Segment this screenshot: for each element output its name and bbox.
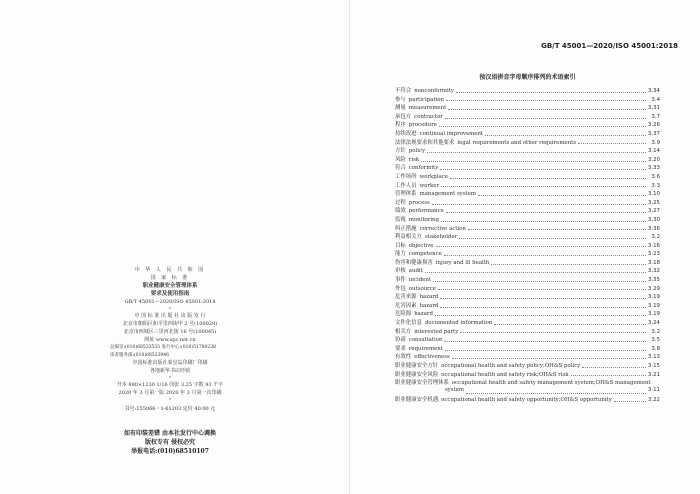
term-english: performance xyxy=(408,208,444,215)
term-chinese: 外包 xyxy=(395,285,406,292)
leader-dots xyxy=(452,354,646,359)
term-english: contractor xyxy=(414,113,443,120)
term-chinese: 有效性 xyxy=(395,354,412,361)
term-chinese: 管理体系 xyxy=(395,191,417,198)
term-english: policy xyxy=(408,148,426,155)
index-entry xyxy=(395,266,660,275)
term-clause-number: 3.18 xyxy=(647,259,660,266)
leader-dots xyxy=(425,268,646,273)
page-gutter xyxy=(349,0,350,494)
colophon-line: 中 华 人 民 共 和 国 xyxy=(134,267,206,273)
index-entry-continuation xyxy=(395,387,660,396)
term-english: workplace xyxy=(419,173,448,180)
leader-dots xyxy=(427,148,646,153)
term-clause-number: 3.4 xyxy=(651,96,660,103)
index-entry xyxy=(395,146,660,155)
leader-dots xyxy=(444,337,646,342)
index-entry xyxy=(395,206,660,215)
index-entry xyxy=(395,189,660,198)
colophon-line: 开本 880×1230 1/16 印张 3.25 字数 93 千字 xyxy=(116,382,224,388)
term-chinese: 职业健康安全风险 xyxy=(395,371,439,378)
colophon-line: 北京市西城区三里河北街 16 号(100045) xyxy=(123,329,217,335)
term-chinese: 协商 xyxy=(395,337,406,344)
colophon-line: 网址 www.spc.net.cn xyxy=(144,337,196,343)
term-english: hazard xyxy=(419,302,439,309)
index-entry xyxy=(395,378,660,387)
term-clause-number: 3.3 xyxy=(651,182,660,189)
term-chinese: 不符合 xyxy=(395,88,412,94)
leader-dots xyxy=(440,165,646,170)
colophon-std-code: GB/T 45001—2020/ISO 45001:2018 xyxy=(124,299,216,305)
leader-dots xyxy=(445,346,646,351)
term-clause-number: 3.10 xyxy=(647,191,660,198)
leader-dots xyxy=(456,88,646,93)
index-entry xyxy=(395,301,660,310)
term-english: occupational health and safety opportunity;OH&S opportunity xyxy=(441,397,612,404)
term-chinese: 伤害和健康损害 xyxy=(395,259,433,266)
term-clause-number: 3.26 xyxy=(647,122,660,129)
term-clause-number: 3.35 xyxy=(647,277,660,284)
index-entry xyxy=(395,318,660,327)
term-english: management system xyxy=(419,191,476,198)
index-entry xyxy=(395,95,660,104)
colophon-line: 国 家 标 准 xyxy=(150,275,190,281)
term-english: requirement xyxy=(408,345,443,352)
term-english: consultation xyxy=(408,337,443,344)
term-clause-number: 3.19 xyxy=(647,311,660,318)
term-index xyxy=(395,86,660,404)
term-chinese: 职业健康安全管理体系 xyxy=(395,380,449,387)
index-entry xyxy=(395,249,660,258)
index-entry xyxy=(395,309,660,318)
index-entry xyxy=(395,224,660,233)
term-clause-number: 3.9 xyxy=(651,139,660,146)
term-english: occupational health and safety policy;OH&S policy xyxy=(441,363,581,369)
colophon-line: 总编室:(010)68533533 发行中心:(010)51780238 xyxy=(110,345,216,350)
index-entry xyxy=(395,352,660,361)
term-chinese: 符合 xyxy=(395,165,406,172)
term-chinese: 危害因素 xyxy=(395,302,417,309)
index-entry xyxy=(395,138,660,147)
standard-code-header: GB/T 45001—2020/ISO 45001:2018 xyxy=(541,42,678,50)
term-chinese: 方针 xyxy=(395,148,406,155)
term-clause-number: 3.36 xyxy=(647,225,660,232)
term-clause-number: 3.33 xyxy=(647,165,660,172)
term-english: injury and ill health xyxy=(435,259,490,266)
index-entry xyxy=(395,327,660,336)
index-entry xyxy=(395,370,660,379)
footer-line: 如有印装差错 由本社发行中心调换 xyxy=(123,430,217,437)
term-clause-number: 3.24 xyxy=(647,320,660,327)
colophon-footer xyxy=(110,429,230,456)
term-chinese: 职业健康安全机遇 xyxy=(395,397,439,404)
leader-dots xyxy=(439,122,646,127)
colophon xyxy=(110,266,230,456)
term-chinese: 事件 xyxy=(395,277,406,284)
term-english: audit xyxy=(408,268,423,275)
term-chinese: 文件化信息 xyxy=(395,320,422,327)
leader-dots xyxy=(444,251,646,256)
term-clause-number: 3.21 xyxy=(647,371,660,378)
term-english: outsource xyxy=(408,285,436,292)
index-entry xyxy=(395,361,660,370)
term-clause-number: 3.14 xyxy=(647,148,660,155)
leader-dots xyxy=(433,277,646,282)
term-clause-number: 3.23 xyxy=(647,251,660,258)
colophon-line: 读者服务部:(010)68523946 xyxy=(110,352,170,358)
index-entry xyxy=(395,155,660,164)
term-chinese: 工作人员 xyxy=(395,182,417,189)
term-english: procedure xyxy=(408,122,437,129)
term-clause-number: 3.13 xyxy=(647,354,660,361)
term-clause-number: 3.20 xyxy=(647,156,660,163)
term-english: risk xyxy=(408,156,420,163)
term-english: conformity xyxy=(408,165,439,172)
leader-dots xyxy=(436,242,646,247)
colophon-separator: * xyxy=(169,306,171,311)
term-chinese: 职业健康安全方针 xyxy=(395,363,439,369)
term-clause-number: 3.29 xyxy=(647,285,660,292)
term-chinese: 参与 xyxy=(395,96,406,103)
term-clause-number: 3.6 xyxy=(651,173,660,180)
term-clause-number: 3.11 xyxy=(647,386,660,393)
term-chinese: 绩效 xyxy=(395,208,406,215)
term-english: continual improvement xyxy=(419,130,484,137)
colophon-separator: * xyxy=(169,397,171,402)
colophon-subtitle: 要求及使用指南 xyxy=(150,291,190,297)
leader-dots xyxy=(494,320,646,325)
term-chinese: 能力 xyxy=(395,251,406,258)
term-chinese: 相关方 xyxy=(395,328,412,335)
term-clause-number: 3.2 xyxy=(651,234,660,241)
term-clause-number: 3.16 xyxy=(647,242,660,249)
index-entry xyxy=(395,120,660,129)
colophon-separator: * xyxy=(169,375,171,380)
index-entry xyxy=(395,258,660,267)
colophon-line: 中 国 标 准 出 版 社 出 版 发 行 xyxy=(134,313,206,319)
term-chinese: 程序 xyxy=(395,122,406,129)
term-clause-number: 3.2 xyxy=(651,328,660,335)
leader-dots xyxy=(421,157,646,162)
term-chinese: 监视 xyxy=(395,216,406,223)
term-english: interested party xyxy=(414,328,459,335)
term-clause-number: 3.31 xyxy=(647,105,660,112)
colophon-line: 各地新华书店经销 xyxy=(149,368,190,374)
term-chinese: 利益相关方 xyxy=(395,234,422,241)
term-english: occupational health and safety risk;OH&S risk xyxy=(441,371,569,378)
term-clause-number: 3.19 xyxy=(647,294,660,301)
term-english: participation xyxy=(408,96,444,103)
term-clause-number: 3.32 xyxy=(647,268,660,275)
term-chinese: 纠正措施 xyxy=(395,225,417,232)
index-entry xyxy=(395,344,660,353)
term-chinese: 测量 xyxy=(395,105,406,112)
term-english: process xyxy=(408,199,430,206)
term-clause-number: 3.8 xyxy=(651,345,660,352)
colophon-line: 北京市朝阳区和平里西街甲 2 号(100029) xyxy=(122,321,218,327)
colophon-isbn-price: 书号:155066・1-61203 定价 40.00 元 xyxy=(124,406,216,412)
term-english: competence xyxy=(408,251,442,258)
leader-dots xyxy=(485,131,646,136)
term-chinese: 法律法规要求和其他要求 xyxy=(395,139,455,146)
index-entry xyxy=(395,112,660,121)
term-english: stakeholder xyxy=(424,234,458,241)
term-chinese: 要求 xyxy=(395,345,406,352)
leader-dots xyxy=(468,225,646,230)
index-entry xyxy=(395,172,660,181)
index-entry xyxy=(395,292,660,301)
leader-dots xyxy=(441,217,646,222)
leader-dots xyxy=(438,285,646,290)
term-chinese: 持续改进 xyxy=(395,130,417,137)
leader-dots xyxy=(450,174,646,179)
term-english: measurement xyxy=(408,105,447,112)
footer-line: 举报电话:(010)68510107 xyxy=(131,448,209,455)
term-english: objective xyxy=(408,242,434,249)
index-entry xyxy=(395,163,660,172)
footer-line: 版权专有 侵权必究 xyxy=(144,439,196,446)
leader-dots xyxy=(460,328,646,333)
term-chinese: 工作场所 xyxy=(395,173,417,180)
leader-dots xyxy=(614,397,646,402)
index-entry xyxy=(395,284,660,293)
term-english: effectiveness xyxy=(414,354,450,361)
term-chinese: 目标 xyxy=(395,242,406,249)
colophon-line: 2020 年 3 月第一版 2020 年 3 月第一次印刷 xyxy=(118,390,222,396)
leader-dots xyxy=(440,294,646,299)
index-entry xyxy=(395,198,660,207)
leader-dots xyxy=(459,234,646,239)
index-entry xyxy=(395,129,660,138)
index-entry xyxy=(395,103,660,112)
term-english: nonconformity xyxy=(414,88,454,94)
leader-dots xyxy=(446,96,646,101)
term-chinese: 风险 xyxy=(395,156,406,163)
index-entry xyxy=(395,275,660,284)
leader-dots xyxy=(445,114,646,119)
term-clause-number: 3.15 xyxy=(647,363,660,369)
term-clause-number: 3.5 xyxy=(651,337,660,344)
term-clause-number: 3.25 xyxy=(647,199,660,206)
index-entry xyxy=(395,395,660,404)
leader-dots xyxy=(466,389,646,394)
leader-dots xyxy=(435,311,646,316)
index-entry xyxy=(395,86,660,95)
term-english: corrective action xyxy=(419,225,466,232)
index-entry xyxy=(395,232,660,241)
term-chinese: 审核 xyxy=(395,268,406,275)
term-english: incident xyxy=(408,277,432,284)
leader-dots xyxy=(432,200,646,205)
leader-dots xyxy=(448,105,646,110)
term-chinese: 过程 xyxy=(395,199,406,206)
term-english: occupational health and safety management system;OH&S management xyxy=(451,380,651,387)
index-title: 按汉语拼音字母顺序排列的术语索引 xyxy=(479,74,576,81)
term-chinese: 承包方 xyxy=(395,113,412,120)
term-english: hazard xyxy=(414,311,433,318)
term-clause-number: 3.22 xyxy=(647,397,660,404)
term-chinese: 危险源 xyxy=(395,311,412,318)
term-clause-number: 3.37 xyxy=(647,130,660,137)
leader-dots xyxy=(441,182,646,187)
term-clause-number: 3.30 xyxy=(647,216,660,223)
term-english-continued: system xyxy=(445,386,465,393)
index-entry xyxy=(395,335,660,344)
leader-dots xyxy=(440,303,646,308)
term-english: hazard xyxy=(419,294,439,301)
leader-dots xyxy=(578,139,646,144)
term-english: monitoring xyxy=(408,216,439,223)
term-english: documented information xyxy=(424,320,493,327)
term-english: worker xyxy=(419,182,440,189)
index-entry xyxy=(395,241,660,250)
term-clause-number: 3.34 xyxy=(647,88,660,94)
term-clause-number: 3.19 xyxy=(647,302,660,309)
colophon-line: 中国标准出版社秦皇岛印刷厂印刷 xyxy=(132,360,208,366)
leader-dots xyxy=(491,260,646,265)
leader-dots xyxy=(446,208,646,213)
leader-dots xyxy=(571,371,646,376)
index-entry xyxy=(395,215,660,224)
leader-dots xyxy=(478,191,646,196)
term-clause-number: 3.7 xyxy=(651,113,660,120)
index-entry xyxy=(395,181,660,190)
term-chinese: 危害来源 xyxy=(395,294,417,301)
term-english: legal requirements and other requirements xyxy=(457,139,577,146)
leader-dots xyxy=(582,363,646,368)
term-clause-number: 3.27 xyxy=(647,208,660,215)
colophon-title: 职业健康安全管理体系 xyxy=(142,283,198,289)
